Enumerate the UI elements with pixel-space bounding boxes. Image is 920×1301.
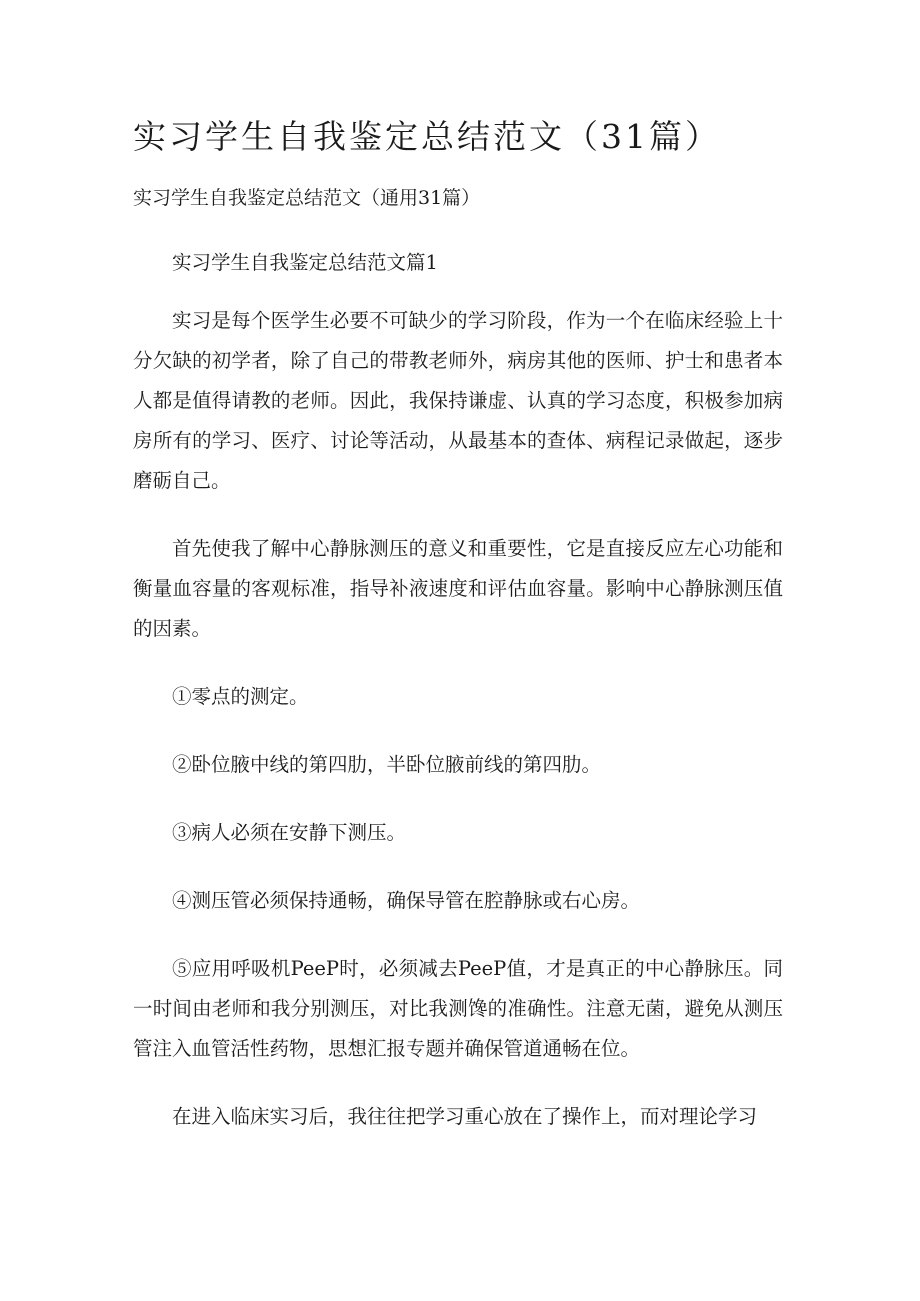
- section-heading: 实习学生自我鉴定总结范文篇1: [172, 251, 438, 274]
- list-item-4: ④测压管必须保持通畅，确保导管在腔静脉或右心房。: [172, 889, 641, 912]
- paragraph-cvp-significance: 首先使我了解中心静脉测压的意义和重要性，它是直接反应左心功能和衡量血容量的客观标准，指导补液速度和评估血容量。影响中心静脉测压值的因素。: [133, 537, 783, 640]
- document-body: [133, 243, 783, 1165]
- paragraph-intro: 实习是每个医学生必要不可缺少的学习阶段，作为一个在临床经验上十分欠缺的初学者，除了自己的带教老师外，病房其他的医师、护士和患者本人都是值得请教的老师。因此，我保持谦虚、认真的学习态度，积极参加病房所有的学习、医疗、讨论等活动，从最基本的查体、病程记录做起，逐步磨砺自己。: [133, 309, 783, 492]
- document-title: 实习学生自我鉴定总结范文（31篇）: [133, 117, 721, 156]
- document-subtitle: 实习学生自我鉴定总结范文（通用31篇）: [133, 187, 481, 209]
- paragraph-clinical: 在进入临床实习后，我往往把学习重心放在了操作上，而对理论学习: [172, 1105, 758, 1128]
- list-item-3: ③病人必须在安静下测压。: [172, 821, 407, 844]
- list-item-2: ②卧位腋中线的第四肋，半卧位腋前线的第四肋。: [172, 753, 602, 776]
- list-item-5: ⑤应用呼吸机PeeP时，必须减去PeeP值，才是真正的中心静脉压。同一时间由老师和我分别测压，对比我测馋的准确性。注意无菌，避免从测压管注入血管活性药物，思想汇报专题并确保管道通畅在位。: [133, 957, 783, 1060]
- list-item-1: ①零点的测定。: [172, 685, 309, 708]
